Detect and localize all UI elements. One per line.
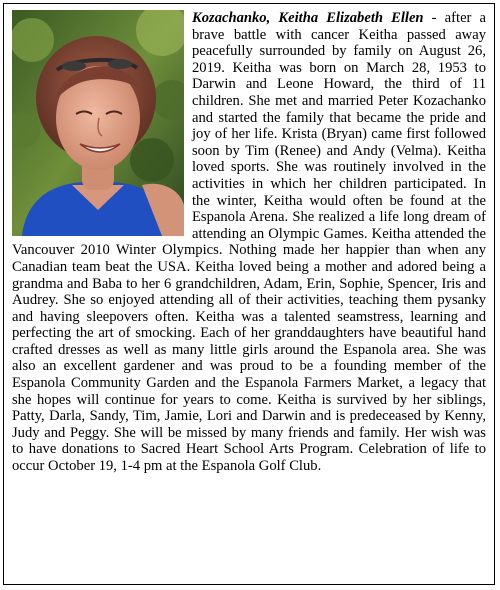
obituary-notice (3, 3, 495, 585)
name-separator: - (423, 10, 445, 26)
portrait-photo (12, 10, 184, 236)
obituary-body: after a brave battle with cancer Keitha passed away peacefully surrounded by family on August 26, 2019. Keitha was born on March 28, 1953 to Darwin and Leone Howard, the third of 11 children. She met and married Peter Kozachanko and started the family that became the pride and joy of her life. Krista (Bryan) came first followed soon by Tim (Renee) and Andy (Velma). Keitha loved sports. She was routinely involved in the activities in which her children participated. In the winter, Keitha would often be found at the Espanola Arena. She realized a life long dream of attending an Olympic Games. Keitha attended the Vancouver 2010 Winter Olympics. Nothing made her happier than when any Canadian team beat the USA. Keitha loved being a mother and adored being a grandma and Baba to her 6 grandchildren, Adam, Erin, Sophie, Spencer, Iris and Audrey. She so enjoyed attending all of their activities, teaching them pysanky and having sleepovers often. Keitha was a talented seamstress, learning and perfecting the art of smocking. Each of her granddaughters have beautiful hand crafted dresses as well as many little girls around the Espanola area. She was also an excellent gardener and was proud to be a founding member of the Espanola Community Garden and the Espanola Farmers Market, a legacy that she hopes will continue for years to come. Keitha is survived by her siblings, Patty, Darla, Sandy, Tim, Jamie, Lori and Darwin and is predeceased by Kenny, Judy and Peggy. She will be missed by many friends and family. Her wish was to have donations to Sacred Heart School Arts Program. Celebration of life to occur October 19, 1-4 pm at the Espanola Golf Club. (12, 10, 486, 475)
deceased-name: Kozachanko, Keitha Elizabeth Ellen (192, 10, 424, 26)
